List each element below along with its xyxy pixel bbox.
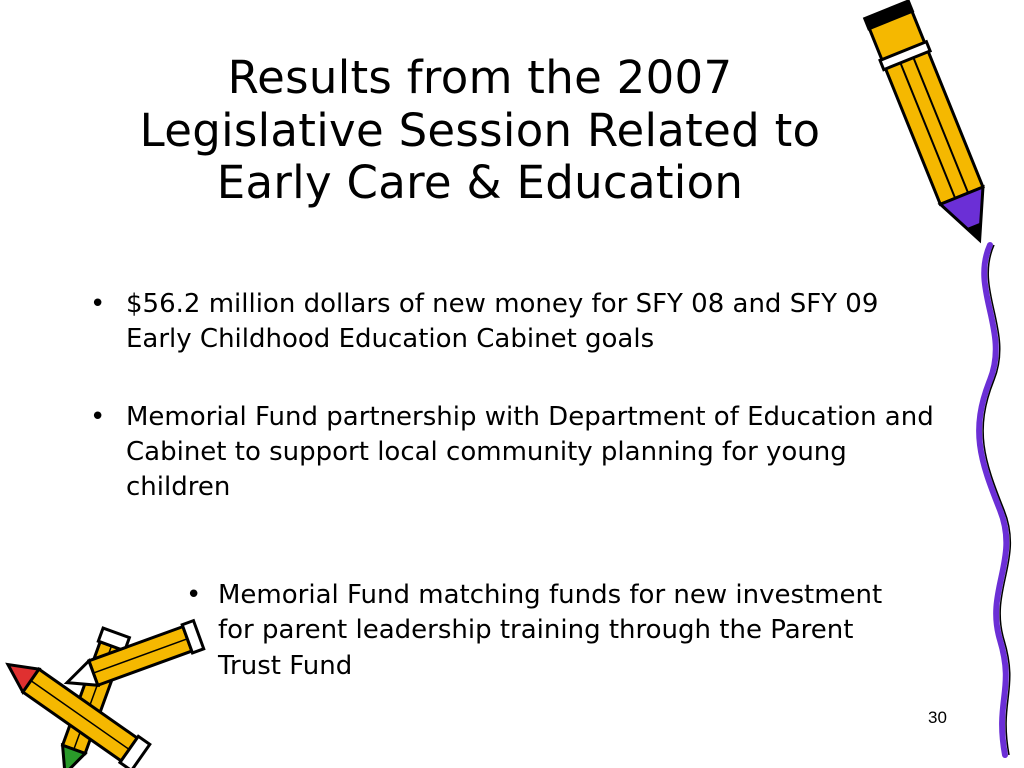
bullet-item [86,287,936,358]
slide-title [70,52,890,210]
bullet-dot: • [186,580,202,610]
pencil-icon [850,0,1024,768]
bullet-dot: • [90,401,106,432]
title-line: Early Care & Education [216,156,744,210]
bullet-dot: • [90,289,106,319]
page-number: 30 [928,708,947,727]
bullet-item [86,400,936,506]
bullet-text: $56.2 million dollars of new money for SFY 08 and SFY 09 Early Childhood Education Cabinet goals [126,289,879,355]
pencil-icon [0,615,210,768]
title-line: Results from the 2007 [227,51,733,104]
title-line: Legislative Session Related to [139,103,821,157]
bullet-list [86,287,936,548]
sub-bullet-text: Memorial Fund matching funds for new investment for parent leadership training through the Parent Trust Fund [218,580,883,681]
bullet-text: Memorial Fund partnership with Department of Education and Cabinet to support local community planning for young children [126,401,934,503]
sub-bullet-item [186,578,918,684]
